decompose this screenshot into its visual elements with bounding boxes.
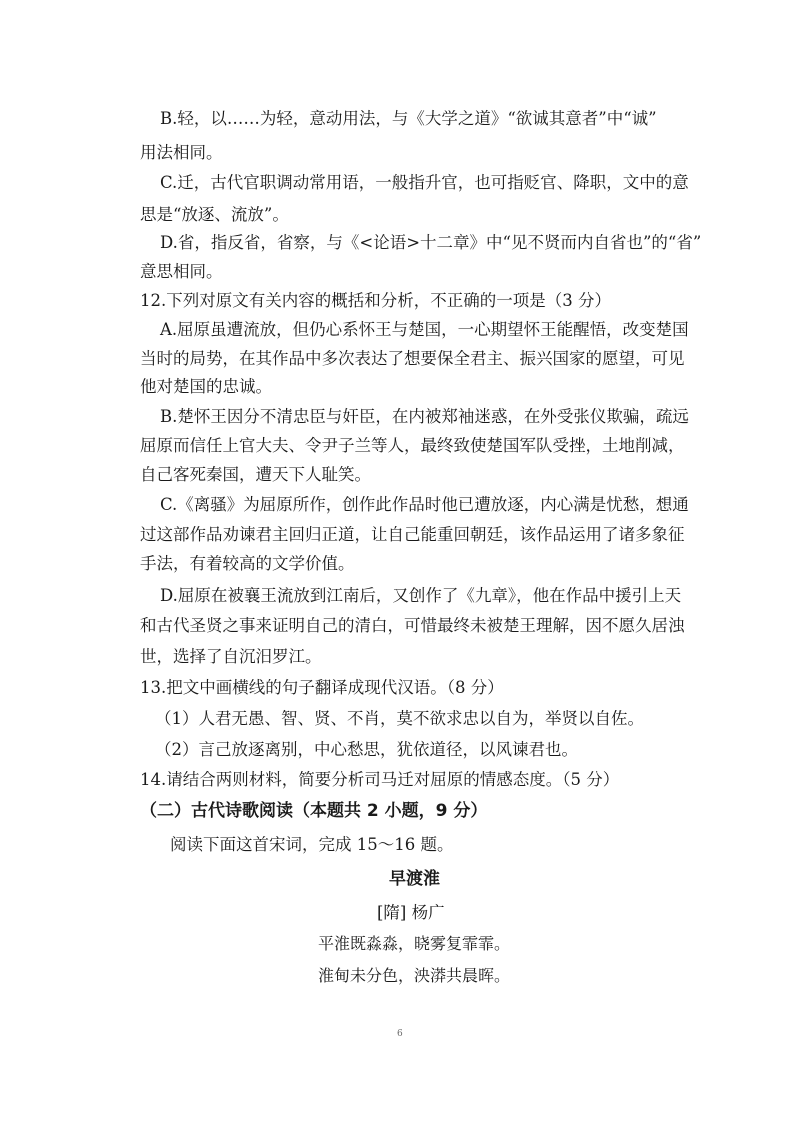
section-heading: （二）古代诗歌阅读（本题共 2 小题，9 分） (140, 801, 488, 821)
q11-option-d-line1: D.省，指反省，省察，与《<论语>十二章》中“见不贤而内自省也”的“省” (160, 233, 702, 252)
q12-option-c-line2: 过这部作品劝谏君主回归正道，让自己能重回朝廷，该作品运用了诸多象征 (140, 525, 685, 544)
poem-title: 早渡淮 (389, 869, 440, 889)
q11-option-c-line2: 思是“放逐、流放”。 (140, 205, 289, 224)
section-instruction: 阅读下面这首宋词，完成 15～16 题。 (170, 835, 454, 854)
poem-author: [隋] 杨广 (377, 903, 445, 922)
q12-option-a-line2: 当时的局势，在其作品中多次表达了想要保全君主、振兴国家的愿望，可见 (140, 349, 685, 368)
q11-option-b-line2: 用法相同。 (140, 143, 223, 162)
q12-option-a-line3: 他对楚国的忠诚。 (140, 377, 272, 396)
q11-option-b-line1: B.轻，以……为轻，意动用法，与《大学之道》“欲诚其意者”中“诚” (160, 109, 657, 128)
q12-option-a-line1: A.屈原虽遭流放，但仍心系怀王与楚国，一心期望怀王能醒悟，改变楚国 (160, 320, 689, 339)
q12-stem: 12.下列对原文有关内容的概括和分析，不正确的一项是（3 分） (140, 291, 611, 310)
q13-stem: 13.把文中画横线的句子翻译成现代汉语。（8 分） (140, 678, 504, 697)
q12-option-b-line1: B.楚怀王因分不清忠臣与奸臣，在内被郑袖迷惑，在外受张仪欺骗，疏远 (160, 407, 689, 426)
q14-stem: 14.请结合两则材料，简要分析司马迁对屈原的情感态度。（5 分） (140, 770, 620, 789)
q11-option-d-line2: 意思相同。 (140, 262, 223, 281)
q12-option-d-line3: 世，选择了自沉汨罗江。 (140, 647, 322, 666)
q13-sentence-2: （2）言己放逐离别，中心愁思，犹依道径，以风谏君也。 (155, 740, 578, 759)
q11-option-c-line1: C.迁，古代官职调动常用语，一般指升官，也可指贬官、降职，文中的意 (160, 173, 689, 192)
q13-sentence-1: （1）人君无愚、智、贤、不肖，莫不欲求忠以自为，举贤以自佐。 (155, 709, 644, 728)
poem-line-2: 淮甸未分色，泱漭共晨晖。 (318, 966, 511, 985)
page-number: 6 (397, 1029, 403, 1039)
q12-option-b-line3: 自己客死秦国，遭天下人耻笑。 (140, 465, 371, 484)
poem-line-1: 平淮既淼淼，晓雾复霏霏。 (318, 934, 511, 953)
q12-option-c-line1: C.《离骚》为屈原所作，创作此作品时他已遭放逐，内心满是忧愁，想通 (160, 495, 689, 514)
q12-option-d-line2: 和古代圣贤之事来证明自己的清白，可惜最终未被楚王理解，因不愿久居浊 (140, 616, 685, 635)
q12-option-b-line2: 屈原而信任上官大夫、令尹子兰等人，最终致使楚国军队受挫，土地削减， (140, 436, 685, 455)
q12-option-d-line1: D.屈原在被襄王流放到江南后，又创作了《九章》，他在作品中援引上天 (160, 586, 682, 605)
q12-option-c-line3: 手法，有着较高的文学价值。 (140, 554, 355, 573)
